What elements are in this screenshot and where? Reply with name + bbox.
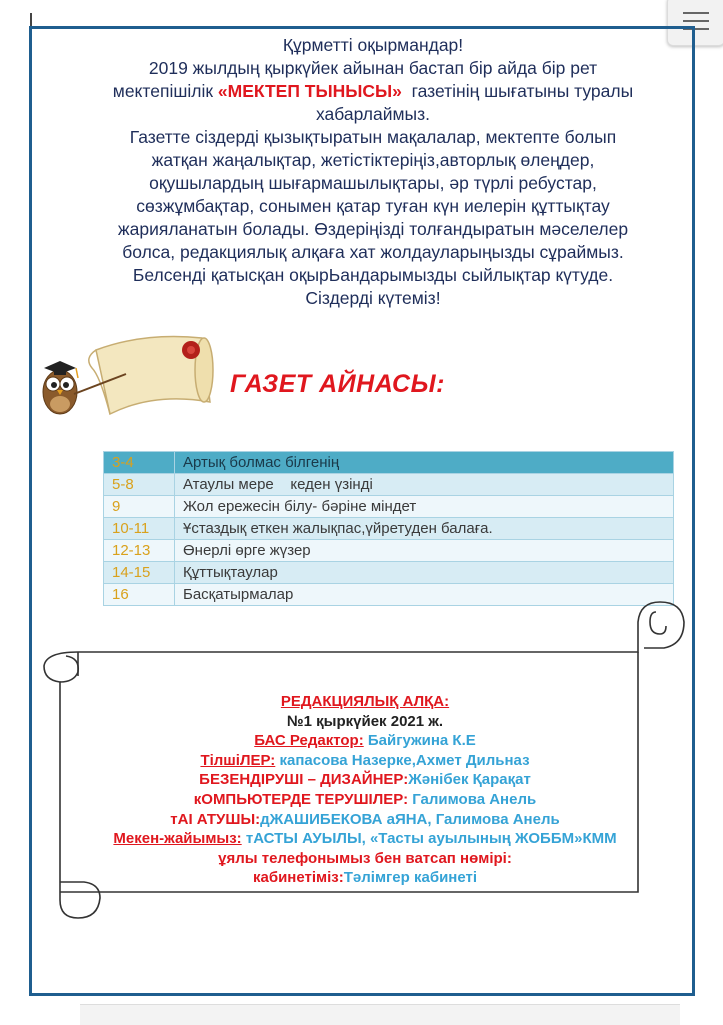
intro-line: [60, 80, 686, 103]
credit-label: БАС Редактор:: [254, 732, 364, 750]
menu-line: [683, 12, 709, 14]
intro-line: Сіздерді күтеміз!: [305, 288, 441, 308]
contents-title: ГАЗЕТ АЙНАСЫ:: [230, 370, 445, 398]
intro-line: 2019 жылдың қыркүйек айынан бастап бір айда бір рет: [148, 58, 598, 78]
intro-line: хабарлаймыз.: [316, 104, 430, 124]
page-number: 16: [104, 584, 175, 606]
intro-line: оқушылардың шығармашылықтары, әр түрлі ребустар,: [149, 173, 597, 193]
credit-value: тАСТЫ АУЫЛЫ, «Тасты ауылының ЖОББМ»КММ: [245, 830, 617, 848]
page-number: 5-8: [104, 474, 175, 496]
greeting: Құрметті оқырмандар!: [282, 35, 464, 55]
intro-line: Газетте сіздерді қызықтыратын мақалалар, мектепте болып: [129, 127, 617, 147]
intro-line: сөзжұмбақтар, сонымен қатар туған күн иелерін құттықтау: [136, 196, 610, 216]
editorial-heading: РЕДАКЦИЯЛЫҚ АЛҚА:: [280, 693, 450, 710]
section-title: Атаулы мере кеден үзінді: [175, 474, 674, 496]
credit-label: кОМПЬЮТЕРДЕ ТЕРУШІЛЕР:: [193, 790, 409, 808]
intro-line: жатқан жаңалықтар, жетістіктеріңіз,авторлық өлеңдер,: [151, 150, 595, 170]
intro-line: Белсенді қатысқан оқырЬандарымызды сыйлықтар күтуде.: [132, 265, 614, 285]
page-number: 9: [104, 496, 175, 518]
section-title: Ұстаздық еткен жалықпас,үйретуден балаға.: [175, 518, 674, 540]
table-row: [104, 562, 674, 584]
credit-label: БЕЗЕНДІРУШІ – ДИЗАЙНЕР:: [199, 771, 409, 789]
intro-fragment: газетінің шығатыны туралы: [411, 81, 634, 101]
table-row: [104, 452, 674, 474]
contents-table: [103, 451, 674, 606]
credit-line: [70, 810, 660, 830]
credit-line: [70, 790, 660, 810]
intro-fragment: мектепішілік: [112, 81, 214, 101]
credit-value: Галимова Анель: [412, 790, 537, 808]
credit-line: [70, 770, 660, 790]
credit-value: Байгужина К.Е: [367, 732, 476, 750]
menu-line: [683, 20, 709, 22]
credit-value: Тәлімгер кабинеті: [343, 869, 478, 887]
section-title: Басқатырмалар: [175, 584, 674, 606]
credit-value: капасова Назерке,Ахмет Дильназ: [279, 751, 530, 769]
credit-label: ТілшіЛЕР:: [200, 751, 276, 769]
section-title: Өнерлі өрге жүзер: [175, 540, 674, 562]
intro-text: [60, 34, 686, 310]
section-title: Артық болмас білгенің: [175, 452, 674, 474]
intro-line: жарияланатын болады. Өздеріңізді толғандыратын мәселелер: [117, 219, 629, 239]
table-row: [104, 518, 674, 540]
credit-line: [70, 829, 660, 849]
table-row: [104, 496, 674, 518]
table-row: [104, 540, 674, 562]
credit-value: Жәнібек Қарақат: [408, 771, 531, 789]
section-title: Жол ережесін білу- бәріне міндет: [175, 496, 674, 518]
credit-label: Мекен-жайымыз:: [113, 830, 242, 848]
credit-label: кабинетіміз:: [252, 869, 344, 887]
parchment-scroll-icon: [89, 337, 213, 415]
credit-label: тАІ АТУШЫ:: [170, 810, 261, 828]
issue-date: №1 қыркүйек 2021 ж.: [286, 712, 444, 730]
page-number: 14-15: [104, 562, 175, 584]
section-title: Құттықтаулар: [175, 562, 674, 584]
intro-line: болса, редакциялық алқаға хат жолдауларыңызды сұраймыз.: [122, 242, 624, 262]
page-number: 3-4: [104, 452, 175, 474]
bottom-toolbar-strip: [80, 1004, 680, 1025]
credit-line: [70, 868, 660, 888]
owl-scroll-illustration: [34, 328, 224, 428]
credit-value: дЖАШИБЕКОВА аЯНА, Галимова Анель: [260, 810, 560, 828]
table-row: [104, 474, 674, 496]
page-number: 10-11: [104, 518, 175, 540]
credit-line: [70, 731, 660, 751]
paper-name: «МЕКТЕП ТЫНЫСЫ»: [217, 81, 402, 101]
page-number: 12-13: [104, 540, 175, 562]
editorial-board: [70, 692, 660, 888]
phone-line: ұялы телефонымыз бен ватсап нөмірі:: [218, 849, 512, 867]
credit-line: [70, 751, 660, 771]
